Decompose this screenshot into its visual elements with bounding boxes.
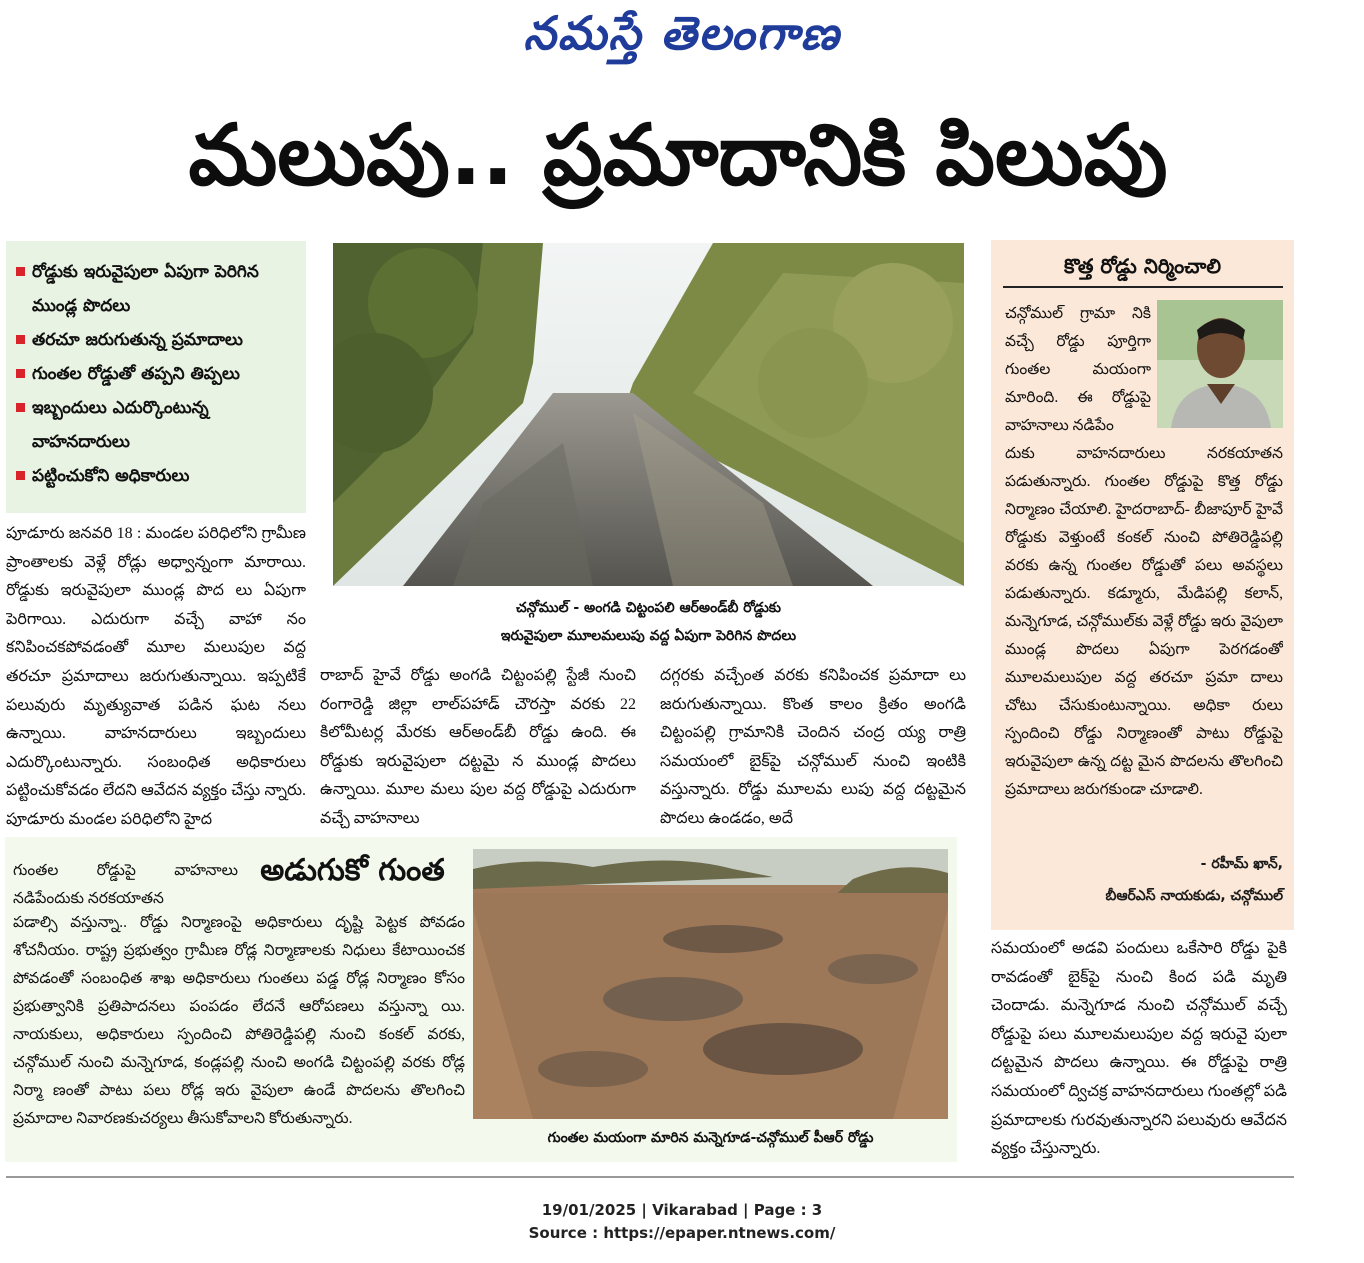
bullet-icon xyxy=(16,335,25,344)
box-lead: గుంతల రోడ్డుపై వాహనాలు నడిపేందుకు నరకయాతన xyxy=(13,862,238,907)
footer-source-line: Source : https://epaper.ntnews.com/ xyxy=(528,1224,836,1242)
highlight-item: ఇబ్బందులు ఎదుర్కొంటున్న వాహనదారులు xyxy=(16,391,296,459)
pothole-box xyxy=(5,837,957,1162)
footer-date-line: 19/01/2025 | Vikarabad | Page : 3 xyxy=(541,1201,823,1219)
bottom-photo-caption: గుంతల మయంగా మారిన మన్నెగూడ-చన్గోముల్ పీఆర్ రోడ్డు xyxy=(547,1130,874,1146)
top-photo-caption: చన్గోముల్ - అంగడి చిట్టంపలి ఆర్‌అండ్‌బీ రోడ్డుకు ఇరువైపులా మూలమలుపు వద్ద ఏపుగా పెరిగిన పొదలు xyxy=(500,600,797,644)
sidebar-title: కొత్త రోడ్డు నిర్మించాలి xyxy=(1063,254,1222,278)
top-road-photo xyxy=(333,243,964,586)
article-column-4: సమయంలో అడవి పందులు ఒకేసారి రోడ్డు పైకి రావడంతో బైక్‌పై నుంచి కింద పడి మృతి చెందాడు. మన్నెగూడ నుంచి చన్గోముల్ వచ్చే రోడ్డుపై పలు మూలమలుపుల వద్ద ఇరువై పులా దట్టమైన పొదలు ఉన్నాయి. ఈ రోడ్డుపై రాత్రి సమయంలో ద్విచక్ర వాహనదారులు గుంతల్లో పడి ప్రమాదాలకు గురవుతున్నారని పలువురు ఆవేదన వ్యక్తం చేస్తున్నారు. xyxy=(991,940,1287,1158)
article-column-2: రాబాద్ హైవే రోడ్డు అంగడి చిట్టంపల్లి స్టేజీ నుంచి రంగారెడ్డి జిల్లా లాల్‌పహాడ్ చౌరస్తా వరకు 22 కిలోమీటర్ల మేరకు ఆర్‌అండ్‌బీ రోడ్డు ఉంది. ఈ రోడ్డుకు ఇరువైపులా దట్టమై న ముండ్ల పొదలు ఉన్నాయి. మూల మలు పుల వద్ద రోడ్డుపై ఎదురుగా వచ్చే వాహనాలు xyxy=(320,667,636,827)
headline: మలుపు.. ప్రమాదానికి పిలుపు xyxy=(188,106,1168,204)
masthead: నమస్తే తెలంగాణ xyxy=(523,6,841,60)
bullet-icon xyxy=(16,471,25,480)
bullet-icon xyxy=(16,403,25,412)
quote-sidebar xyxy=(991,240,1294,930)
sidebar-intro: చన్గోముల్ గ్రామా నికి వచ్చే రోడ్డు పూర్తిగా గుంతల మయంగా మారింది. ఈ రోడ్డుపై వాహనాలు నడిపేం xyxy=(1005,305,1151,434)
bullet-icon xyxy=(16,369,25,378)
sidebar-body: దుకు వాహనదారులు నరకయాతన పడుతున్నారు. గుంతల రోడ్డుపై కొత్త రోడ్డు నిర్మాణం చేయాలి. హైదరాబాద్- బీజాపూర్ హైవే రోడ్డుకు వెళ్తుంటే కంకల్ నుంచి పోతిరెడ్డిపల్లి వరకు ఉన్న గుంతల రోడ్డుతో పలు అవస్థలు పడుతున్నారు. కడ్మూరు, మేడిపల్లి కలాన్, మన్నెగూడ, చన్గోముల్‌కు వెళ్లే రోడ్డు ఇరు వైపులా ముండ్ల పొదలు ఏపుగా పెరగడంతో మూలమలుపుల వద్ద తరచూ ప్రమా దాలు చోటు చేసుకుంటున్నాయి. అధికా రులు స్పందించి రోడ్డు నిర్మాణంతో పాటు రోడ్డుపై ఇరువైపులా ఉన్న దట్ట మైన పొదలను తొలగించి ప్రమాదాలు జరుగకుండా చూడాలి. xyxy=(1005,445,1283,798)
highlight-item: రోడ్డుకు ఇరువైపులా ఏపుగా పెరిగిన ముండ్ల పొదలు xyxy=(16,255,296,323)
footer-separator xyxy=(6,1176,1294,1178)
bullet-icon xyxy=(16,267,25,276)
article-column-1: పూడూరు జనవరి 18 : మండల పరిధిలోని గ్రామీణ ప్రాంతాలకు వెళ్లే రోడ్లు అధ్వాన్నంగా మారాయి. రోడ్డుకు ఇరువైపులా ముండ్ల పొద లు ఏపుగా పెరిగాయి. ఎదురుగా వచ్చే వాహా నం కనిపించకపోవడంతో మూల మలుపుల వద్ద తరచూ ప్రమాదాలు జరుగుతున్నాయి. ఇప్పటికే పలువురు మృత్యువాత పడిన ఘట నలు ఉన్నాయి. వాహనదారులు ఇబ్బందులు ఎదుర్కొంటున్నారు. సంబంధిత అధికారులు పట్టించుకోవడం లేదని ఆవేదన వ్యక్తం చేస్తు న్నారు. పూడూరు మండల పరిధిలోని హైద xyxy=(6,525,306,828)
highlights-box xyxy=(6,241,306,513)
box-title: అడుగుకో గుంత xyxy=(260,853,445,888)
highlight-item: పట్టించుకోని అధికారులు xyxy=(16,459,296,493)
highlight-item: గుంతల రోడ్డుతో తప్పని తిప్పలు xyxy=(16,357,296,391)
sidebar-rule xyxy=(1003,286,1283,288)
portrait-photo xyxy=(1157,300,1283,428)
pothole-road-photo xyxy=(473,849,948,1119)
sidebar-byline: - రహీమ్ ఖాన్, బీఆర్‌ఎస్ నాయకుడు, చన్గోముల్ xyxy=(1105,856,1283,904)
article-column-3: దగ్గరకు వచ్చేంత వరకు కనిపించక ప్రమాదా లు జరుగుతున్నాయి. కొంత కాలం క్రితం అంగడి చిట్టంపల్లి గ్రామానికి చెందిన చంద్ర య్య రాత్రి సమయంలో బైక్‌పై చన్గోముల్ నుంచి ఇంటికి వస్తున్నారు. రోడ్డు మూలమ లుపు వద్ద దట్టమైన పొదలు ఉండడం, అదే xyxy=(660,667,966,827)
box-body: పడాల్సి వస్తున్నా.. రోడ్డు నిర్మాణంపై అధికారులు దృష్టి పెట్టక పోవడం శోచనీయం. రాష్ట్ర ప్రభుత్వం గ్రామీణ రోడ్ల నిర్మాణాలకు నిధులు కేటాయించక పోవడంతో సంబంధిత శాఖ అధికారులు గుంతలు పడ్డ రోడ్ల నిర్మాణం కోసం ప్రభుత్వానికి ప్రతిపాదనలు పంపడం లేదనే ఆరోపణలు వస్తున్నా యి. నాయకులు, అధికారులు స్పందించి పోతిరెడ్డిపల్లి నుంచి కంకల్ వరకు, చన్గోముల్ నుంచి మన్నెగూడ, కండ్లపల్లి నుంచి అంగడి చిట్టంపల్లి వరకు రోడ్ల నిర్మా ణంతో పాటు పలు రోడ్ల ఇరు వైపులా ఉండే పొదలను తొలగించి ప్రమాదాల నివారణకుచర్యలు తీసుకోవాలని కోరుతున్నారు. xyxy=(13,914,465,1127)
highlight-item: తరచూ జరుగుతున్న ప్రమాదాలు xyxy=(16,323,296,357)
